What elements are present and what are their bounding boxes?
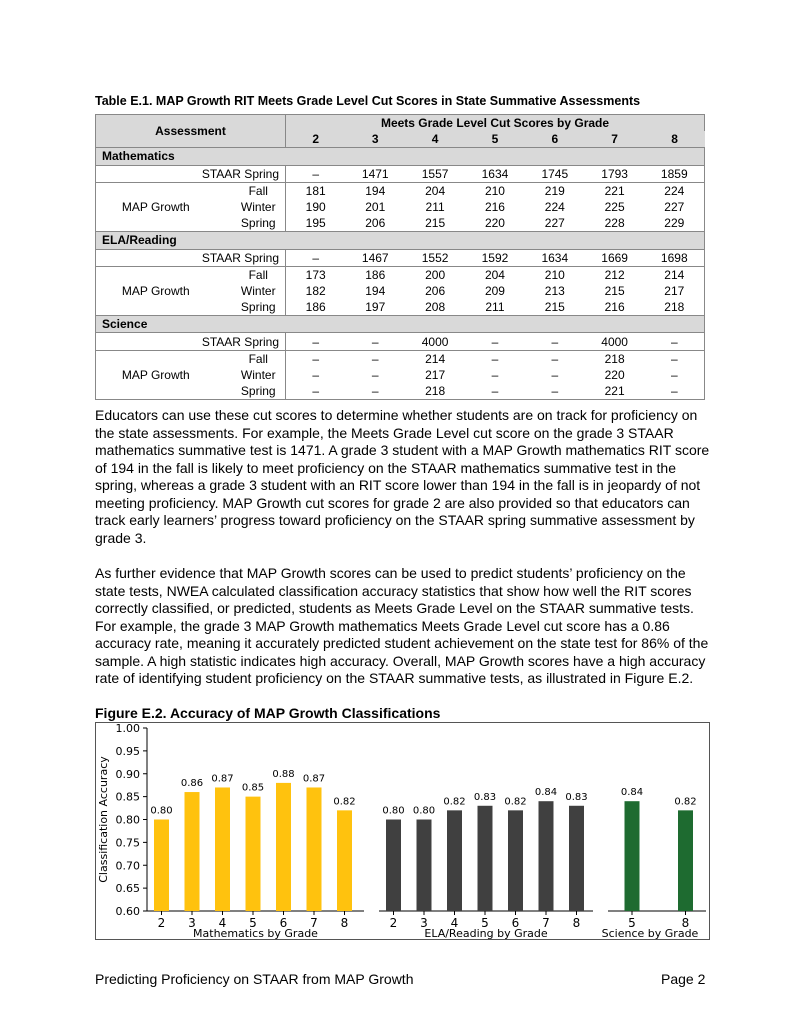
map-cut-score: – [465, 383, 525, 400]
season-label: Winter [216, 283, 286, 299]
staar-cut-score: 4000 [405, 333, 465, 350]
map-cut-score: 228 [585, 215, 645, 232]
x-axis-label: Science by Grade [601, 927, 699, 940]
x-tick-label: 2 [157, 916, 166, 930]
map-cut-score: 208 [405, 299, 465, 316]
y-axis-label: Classification Accuracy [97, 756, 110, 883]
map-cut-score: 216 [585, 299, 645, 316]
x-tick-label: 4 [450, 916, 459, 930]
section-header-row [96, 232, 705, 249]
map-cut-score: 217 [425, 367, 446, 382]
section-header-row [96, 316, 705, 333]
section-title: ELA/Reading [96, 232, 705, 249]
bar-value-label: 0.87 [211, 773, 234, 785]
staar-cut-score: – [286, 165, 346, 182]
grade-header: 8 [645, 131, 705, 148]
y-tick-label: 0.75 [115, 836, 140, 850]
season-label: Winter [216, 367, 286, 383]
accuracy-chart [95, 722, 710, 940]
bar [417, 820, 432, 912]
bar-value-label: 0.80 [150, 805, 173, 817]
bar [447, 810, 462, 911]
staar-label: STAAR Spring [96, 249, 286, 266]
staar-cut-score: 1859 [645, 165, 705, 182]
map-cut-score: 213 [544, 283, 565, 298]
map-cut-score: 204 [484, 267, 505, 282]
map-cut-score: – [645, 383, 705, 400]
staar-cut-score: 1634 [465, 165, 525, 182]
y-tick-label: 0.70 [115, 859, 140, 873]
x-tick-label: 8 [572, 916, 581, 930]
paragraph-cut-scores: Educators can use these cut scores to determine whether students are on track for proficiency on the state assessments. For example, the Meets Grade Level cut score on the grade 3 STAAR mathematics summative test is 1471. A grade 3 student with a MAP Growth mathematics RIT score of 194 in the fall is likely to meet proficiency on the STAAR mathematics summative test in the spring, whereas a grade 3 student with an RIT score lower than 194 in the fall is in jeopardy of not meeting proficiency. MAP Growth cut scores for grade 2 are also provided so that educators can track early learners’ progress toward proficiency on the STAAR spring summative assessment by grade 3. [95, 407, 710, 546]
x-tick-label: 4 [218, 916, 227, 930]
section-title: Mathematics [96, 148, 705, 165]
map-cut-score: 181 [305, 183, 326, 198]
map-growth-label: MAP Growth [96, 350, 216, 400]
bar-value-label: 0.82 [504, 796, 527, 808]
season-label: Spring [216, 383, 286, 400]
map-growth-label: MAP Growth [96, 182, 216, 232]
map-cut-score: 186 [365, 267, 386, 282]
map-cut-score: 215 [405, 215, 465, 232]
season-label: Fall [216, 182, 286, 199]
map-cut-score: 217 [645, 283, 705, 299]
bar [386, 820, 401, 912]
map-cut-score: 194 [365, 183, 386, 198]
staar-cut-score: 1793 [585, 165, 645, 182]
map-cut-score: – [312, 351, 320, 366]
x-tick-label: 5 [481, 916, 489, 930]
staar-cut-score: 1745 [525, 165, 585, 182]
bar-value-label: 0.86 [180, 778, 204, 790]
x-tick-label: 8 [681, 916, 690, 930]
map-cut-score: 195 [286, 215, 346, 232]
x-tick-label: 5 [628, 916, 636, 930]
staar-cut-score: – [465, 333, 525, 350]
staar-cut-score: 1467 [345, 249, 405, 266]
figure-caption: Figure E.2. Accuracy of MAP Growth Classifications [95, 705, 441, 721]
bar [185, 792, 200, 911]
map-cut-score: 209 [484, 283, 505, 298]
season-label: Fall [216, 350, 286, 367]
map-growth-label: MAP Growth [96, 266, 216, 316]
bar-value-label: 0.84 [534, 787, 558, 799]
x-tick-label: 6 [279, 916, 288, 930]
bar-value-label: 0.82 [333, 796, 356, 808]
table-caption: Table E.1. MAP Growth RIT Meets Grade Level Cut Scores in State Summative Assessments [95, 94, 641, 108]
section-header-row [96, 148, 705, 165]
staar-cut-score: 1552 [405, 249, 465, 266]
paragraph-accuracy: As further evidence that MAP Growth scores can be used to predict students’ proficiency on the state tests, NWEA calculated classification accuracy statistics that show how well the RIT scores correctly classified, or predicted, students as Meets Grade Level on the STAAR summative tests. For example, the grade 3 MAP Growth mathematics Meets Grade Level cut score has a 0.86 accuracy rate, meaning it accurately predicted student achievement on the state test for 86% of the sample. A high statistic indicates high accuracy. Overall, MAP Growth scores have a high accuracy rate of identifying student proficiency on the STAAR summative tests, as illustrated in Figure E.2. [95, 565, 709, 686]
bar [625, 801, 640, 911]
map-cut-score: – [645, 367, 705, 383]
map-cut-score: 218 [604, 351, 625, 366]
map-cut-score: 229 [645, 215, 705, 232]
map-cut-score: – [491, 351, 499, 366]
map-cut-score: 221 [585, 383, 645, 400]
x-tick-label: 5 [249, 916, 257, 930]
map-cut-score: – [491, 367, 499, 382]
map-cut-score: 227 [525, 215, 585, 232]
map-cut-score: – [371, 351, 379, 366]
map-cut-score: 194 [365, 283, 386, 298]
staar-cut-score: – [345, 333, 405, 350]
footer-title: Predicting Proficiency on STAAR from MAP Growth [95, 971, 414, 987]
map-cut-score: 197 [345, 299, 405, 316]
map-cut-score: – [525, 383, 585, 400]
bar [215, 787, 230, 911]
staar-cut-score: – [286, 249, 346, 266]
map-cut-score: 201 [365, 200, 386, 215]
grade-header: 2 [286, 131, 346, 148]
x-tick-label: 7 [310, 916, 318, 930]
y-tick-label: 0.80 [115, 813, 140, 827]
map-cut-score: – [645, 350, 705, 367]
map-cut-score: – [286, 383, 346, 400]
staar-label: STAAR Spring [96, 333, 286, 350]
map-cut-score: 214 [645, 266, 705, 283]
map-cut-score: 215 [525, 299, 585, 316]
grade-header: 5 [465, 131, 525, 148]
x-tick-label: 8 [340, 916, 349, 930]
map-cut-score: 214 [425, 351, 446, 366]
map-cut-score: – [345, 383, 405, 400]
y-tick-label: 1.00 [115, 722, 140, 735]
map-cut-score: 227 [645, 199, 705, 215]
map-cut-score: 220 [604, 367, 625, 382]
bar [678, 810, 693, 911]
y-tick-label: 0.60 [115, 905, 140, 918]
staar-cut-score: 4000 [585, 333, 645, 350]
x-axis-label: ELA/Reading by Grade [424, 927, 548, 940]
grade-header: 6 [525, 131, 585, 148]
bar-value-label: 0.82 [674, 796, 697, 808]
page-number: Page 2 [661, 971, 706, 987]
y-tick-label: 0.65 [115, 882, 140, 896]
map-cut-score: 211 [425, 200, 445, 215]
map-cut-score: – [551, 367, 559, 382]
bar-value-label: 0.85 [241, 782, 265, 794]
map-cut-score: – [312, 367, 320, 382]
map-cut-score: 218 [405, 383, 465, 400]
bar [478, 806, 493, 911]
bar-value-label: 0.83 [565, 791, 588, 803]
map-growth-row [96, 350, 705, 367]
bar [337, 810, 352, 911]
bar-value-label: 0.80 [382, 805, 405, 817]
bar-value-label: 0.87 [302, 773, 326, 785]
x-tick-label: 2 [389, 916, 398, 930]
map-cut-score: 210 [544, 267, 565, 282]
assessment-header: Assessment [96, 115, 286, 148]
cut-scores-table [95, 114, 705, 400]
map-cut-score: 210 [484, 183, 505, 198]
map-cut-score: 224 [645, 182, 705, 199]
bar [276, 783, 291, 911]
staar-cut-score: 1669 [585, 249, 645, 266]
y-tick-label: 0.95 [115, 744, 140, 758]
accuracy-chart-svg [95, 722, 710, 940]
season-label: Spring [216, 215, 286, 232]
x-tick-label: 3 [420, 916, 428, 930]
map-cut-score: 204 [425, 183, 446, 198]
bar-value-label: 0.88 [272, 768, 295, 780]
bar [508, 810, 523, 911]
staar-cut-score: 1557 [405, 165, 465, 182]
bar-value-label: 0.80 [412, 805, 436, 817]
map-cut-score: 206 [425, 283, 446, 298]
bar [246, 797, 261, 911]
season-label: Fall [216, 266, 286, 283]
staar-cut-score: 1592 [465, 249, 525, 266]
map-cut-score: 219 [544, 183, 565, 198]
map-cut-score: 220 [465, 215, 525, 232]
bar [569, 806, 584, 911]
bar [307, 787, 322, 911]
map-growth-row [96, 182, 705, 199]
section-title: Science [96, 316, 705, 333]
y-tick-label: 0.85 [115, 790, 140, 804]
staar-cut-score: – [645, 333, 705, 350]
x-axis-label: Mathematics by Grade [193, 927, 318, 940]
map-cut-score: 218 [645, 299, 705, 316]
map-cut-score: 211 [465, 299, 525, 316]
map-cut-score: 186 [286, 299, 346, 316]
map-cut-score: 200 [425, 267, 446, 282]
y-tick-label: 0.90 [115, 767, 140, 781]
staar-cut-score: 1698 [645, 249, 705, 266]
map-cut-score: 206 [345, 215, 405, 232]
grade-header: 7 [585, 131, 645, 148]
staar-label: STAAR Spring [96, 165, 286, 182]
staar-cut-score: 1634 [525, 249, 585, 266]
staar-row [96, 333, 705, 350]
map-cut-score: – [371, 367, 379, 382]
bar [539, 801, 554, 911]
map-cut-score: 221 [604, 183, 625, 198]
season-label: Spring [216, 299, 286, 316]
bar-value-label: 0.82 [443, 796, 466, 808]
bar-value-label: 0.83 [473, 791, 497, 803]
map-cut-score: 212 [604, 267, 625, 282]
staar-cut-score: – [286, 333, 346, 350]
staar-row [96, 249, 705, 266]
map-cut-score: 173 [305, 267, 326, 282]
map-cut-score: – [551, 351, 559, 366]
map-cut-score: 182 [305, 283, 326, 298]
map-cut-score: 224 [544, 200, 565, 215]
bar-value-label: 0.84 [620, 787, 644, 799]
staar-cut-score: – [525, 333, 585, 350]
map-cut-score: 225 [604, 200, 625, 215]
cut-scores-group-header: Meets Grade Level Cut Scores by Grade [286, 115, 705, 132]
map-cut-score: 215 [604, 283, 625, 298]
x-tick-label: 3 [188, 916, 196, 930]
bar [154, 820, 169, 912]
grade-header: 4 [405, 131, 465, 148]
x-tick-label: 7 [542, 916, 550, 930]
grade-header: 3 [345, 131, 405, 148]
map-cut-score: 216 [484, 200, 505, 215]
staar-row [96, 165, 705, 182]
map-cut-score: 190 [305, 200, 326, 215]
map-growth-row [96, 266, 705, 283]
season-label: Winter [216, 199, 286, 215]
staar-cut-score: 1471 [345, 165, 405, 182]
x-tick-label: 6 [511, 916, 520, 930]
